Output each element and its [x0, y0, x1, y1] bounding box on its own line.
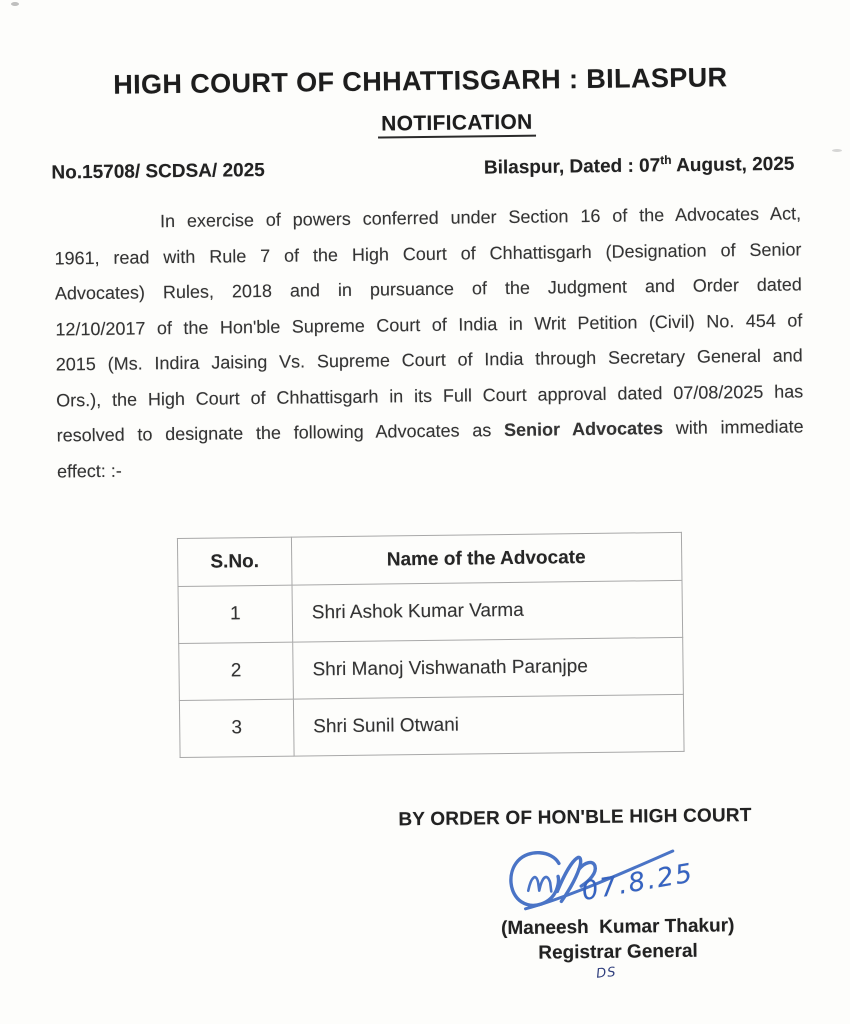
signature-block: [467, 841, 769, 984]
body-line-8: effect: :-: [56, 460, 122, 482]
date-prefix: Bilaspur, Dated : 07: [483, 155, 661, 179]
table-header-name: Name of the Advocate: [291, 533, 682, 586]
signature-date: 07.8.25: [579, 858, 697, 908]
reference-date-row: [51, 151, 794, 184]
advocate-name-cell: Shri Manoj Vishwanath Paranjpe: [293, 638, 684, 700]
notification-body: [54, 197, 804, 490]
date-suffix: August, 2025: [671, 153, 795, 177]
by-order-line: BY ORDER OF HON'BLE HIGH COURT: [398, 805, 752, 831]
signatory-name: (Maneesh Kumar Thakur): [500, 915, 735, 940]
signatory-title: Registrar General: [538, 941, 698, 964]
body-line-1: In exercise of powers conferred under Section 16 of the Advocates Act,: [159, 203, 802, 232]
table-header-sno: S.No.: [177, 537, 292, 586]
line7-before: resolved to designate the following Advocates as: [56, 420, 505, 446]
body-line-3: Advocates) Rules, 2018 and in pursuance of the Judgment and Order dated: [54, 274, 802, 304]
sno-cell: 1: [178, 585, 293, 643]
signature-scribble-icon: [505, 842, 736, 917]
body-line-4: 12/10/2017 of the Hon'ble Supreme Court of India in Writ Petition (Civil) No. 454 of: [55, 310, 803, 340]
body-line-2: 1961, read with Rule 7 of the High Court of Chhattisgarh (Designation of Senior: [54, 239, 802, 269]
sno-cell: 3: [179, 699, 294, 757]
body-line-5: 2015 (Ms. Indira Jaising Vs. Supreme Court of India through Secretary General and: [55, 345, 803, 375]
reference-number: No.15708/ SCDSA/ 2025: [51, 160, 265, 184]
table-row: [179, 695, 684, 758]
place-date-line: [484, 151, 795, 179]
advocate-name-cell: Shri Ashok Kumar Varma: [292, 581, 683, 643]
senior-advocates-bold: Senior Advocates: [503, 418, 664, 441]
sno-cell: 2: [179, 642, 294, 700]
table-row: [179, 638, 684, 701]
table-row: [178, 581, 683, 644]
advocates-table: [177, 532, 685, 758]
notification-heading: NOTIFICATION: [378, 111, 536, 139]
initials-mark: DS: [595, 965, 618, 983]
line7-after: with immediate: [663, 416, 804, 439]
notification-heading-row: [0, 107, 846, 141]
body-line-6: Ors.), the High Court of Chhattisgarh in its Full Court approval dated 07/08/2025 has: [56, 381, 804, 411]
date-ordinal-suffix: th: [660, 152, 672, 168]
advocate-name-cell: Shri Sunil Otwani: [293, 695, 684, 757]
table-header-row: [177, 533, 682, 587]
page-title: HIGH COURT OF CHHATTISGARH : BILASPUR: [113, 62, 728, 100]
